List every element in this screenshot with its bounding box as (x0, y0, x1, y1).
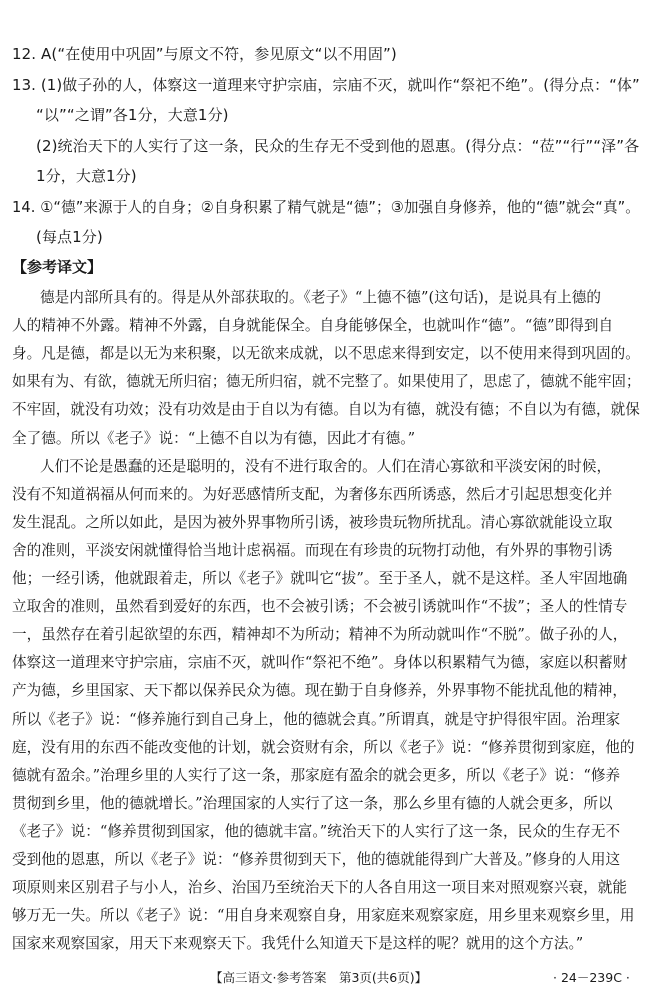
translation-line: 德就有盈余。”治理乡里的人实行了这一条，那家庭有盈余的就会更多，所以《老子》说：“修养 (12, 766, 621, 784)
answer-13-part1: 13. (1)做子孙的人，体察这一道理来守护宗庙，宗庙不灭，就叫作“祭祀不绝”。(得分点：“体” (12, 76, 640, 94)
translation-line: 不牢固，就没有功效；没有功效是由于自以为有德。自以为有德，就没有德；不自以为有德，就保 (12, 401, 640, 419)
translation-line: 立取舍的准则，虽然看到爱好的东西，也不会被引诱；不会被引诱就叫作“不拔”；圣人的性情专 (12, 598, 628, 616)
answer-13-part1-cont: “以”“之谓”各1分，大意1分) (36, 106, 229, 124)
translation-line: 身。凡是德，都是以无为来积聚，以无欲来成就，以不思虑来得到安定，以不使用来得到巩固的。 (12, 345, 640, 363)
translation-line: 《老子》说：“修养贯彻到国家，他的德就丰富。”统治天下的人实行了这一条，民众的生存无不 (12, 822, 621, 840)
translation-line: 庭，没有用的东西不能改变他的计划，就会资财有余，所以《老子》说：“修养贯彻到家庭，他的 (12, 738, 635, 756)
translation-line: 德是内部所具有的。得是从外部获取的。《老子》“上德不德”(这句话)，是说具有上德的 (40, 289, 602, 306)
translation-line: 所以《老子》说：“修养施行到自己身上，他的德就会真。”所谓真，就是守护得很牢固。治理家 (12, 710, 621, 728)
answer-14-cont: (每点1分) (36, 228, 103, 246)
translation-line: 舍的准则，平淡安闲就懂得恰当地计虑祸福。而现在有珍贵的玩物打动他，有外界的事物引诱 (12, 541, 613, 559)
translation-line: 他；一经引诱，他就跟着走，所以《老子》就叫它“拔”。至于圣人，就不是这样。圣人牢固地确 (12, 570, 628, 587)
answer-13-part2: (2)统治天下的人实行了这一条，民众的生存无不受到他的恩惠。(得分点：“莅”“行”“泽”各 (36, 137, 640, 155)
translation-line: 没有不知道祸福从何而来的。为好恶感情所支配，为奢侈东西所诱惑，然后才引起思想变化并 (12, 485, 613, 503)
page-footer-center: 【高三语文·参考答案 第3页(共6页)】 (210, 970, 428, 985)
answer-13-part2-cont: 1分，大意1分) (36, 167, 137, 185)
section-header-translation: 【参考译文】 (12, 258, 103, 276)
translation-line: 项原则来区别君子与小人，治乡、治国乃至统治天下的人各自用这一项目来对照观察兴衰，就能 (12, 879, 628, 897)
translation-line: 全了德。所以《老子》说：“上德不自以为有德，因此才有德。” (12, 429, 416, 447)
translation-line: 受到他的恩惠，所以《老子》说：“修养贯彻到天下，他的德就能得到广大普及。”修身的人用这 (12, 851, 621, 868)
translation-line: 体察这一道理来守护宗庙，宗庙不灭，就叫作“祭祀不绝”。身体以积累精气为德，家庭以积蓄财 (12, 654, 628, 672)
translation-line: 国家来观察国家，用天下来观察天下。我凭什么知道天下是这样的呢？就用的这个方法。” (12, 935, 584, 953)
answer-12: 12. A(“在使用中巩固”与原文不符，参见原文“以不用固”) (12, 45, 397, 63)
translation-line: 贯彻到乡里，他的德就增长。”治理国家的人实行了这一条，那么乡里有德的人就会更多，所以 (12, 794, 613, 812)
translation-line: 人的精神不外露。精神不外露，自身就能保全。自身能够保全，也就叫作“德”。“德”即得到自 (12, 317, 614, 335)
answer-14: 14. ①“德”来源于人的自身；②自身积累了精气就是“德”；③加强自身修养，他的“德”就会“真”。 (12, 198, 640, 216)
translation-line: 够万无一失。所以《老子》说：“用自身来观察自身，用家庭来观察家庭，用乡里来观察乡里，用 (12, 907, 635, 925)
translation-line: 产为德，乡里国家、天下都以保养民众为德。现在勤于自身修养，外界事物不能扰乱他的精神， (12, 682, 628, 700)
translation-line: 如果有为、有欲，德就无所归宿；德无所归宿，就不完整了。如果使用了，思虑了，德就不能牢固； (12, 373, 641, 391)
page-footer-code: · 24－239C · (553, 970, 630, 985)
translation-line: 发生混乱。之所以如此，是因为被外界事物所引诱，被珍贵玩物所扰乱。清心寡欲就能设立取 (12, 513, 613, 531)
translation-line: 一，虽然存在着引起欲望的东西，精神却不为所动；精神不为所动就叫作“不脱”。做子孙的人， (12, 626, 628, 644)
translation-line: 人们不论是愚蠢的还是聪明的，没有不进行取舍的。人们在清心寡欲和平淡安闲的时候， (40, 457, 612, 475)
